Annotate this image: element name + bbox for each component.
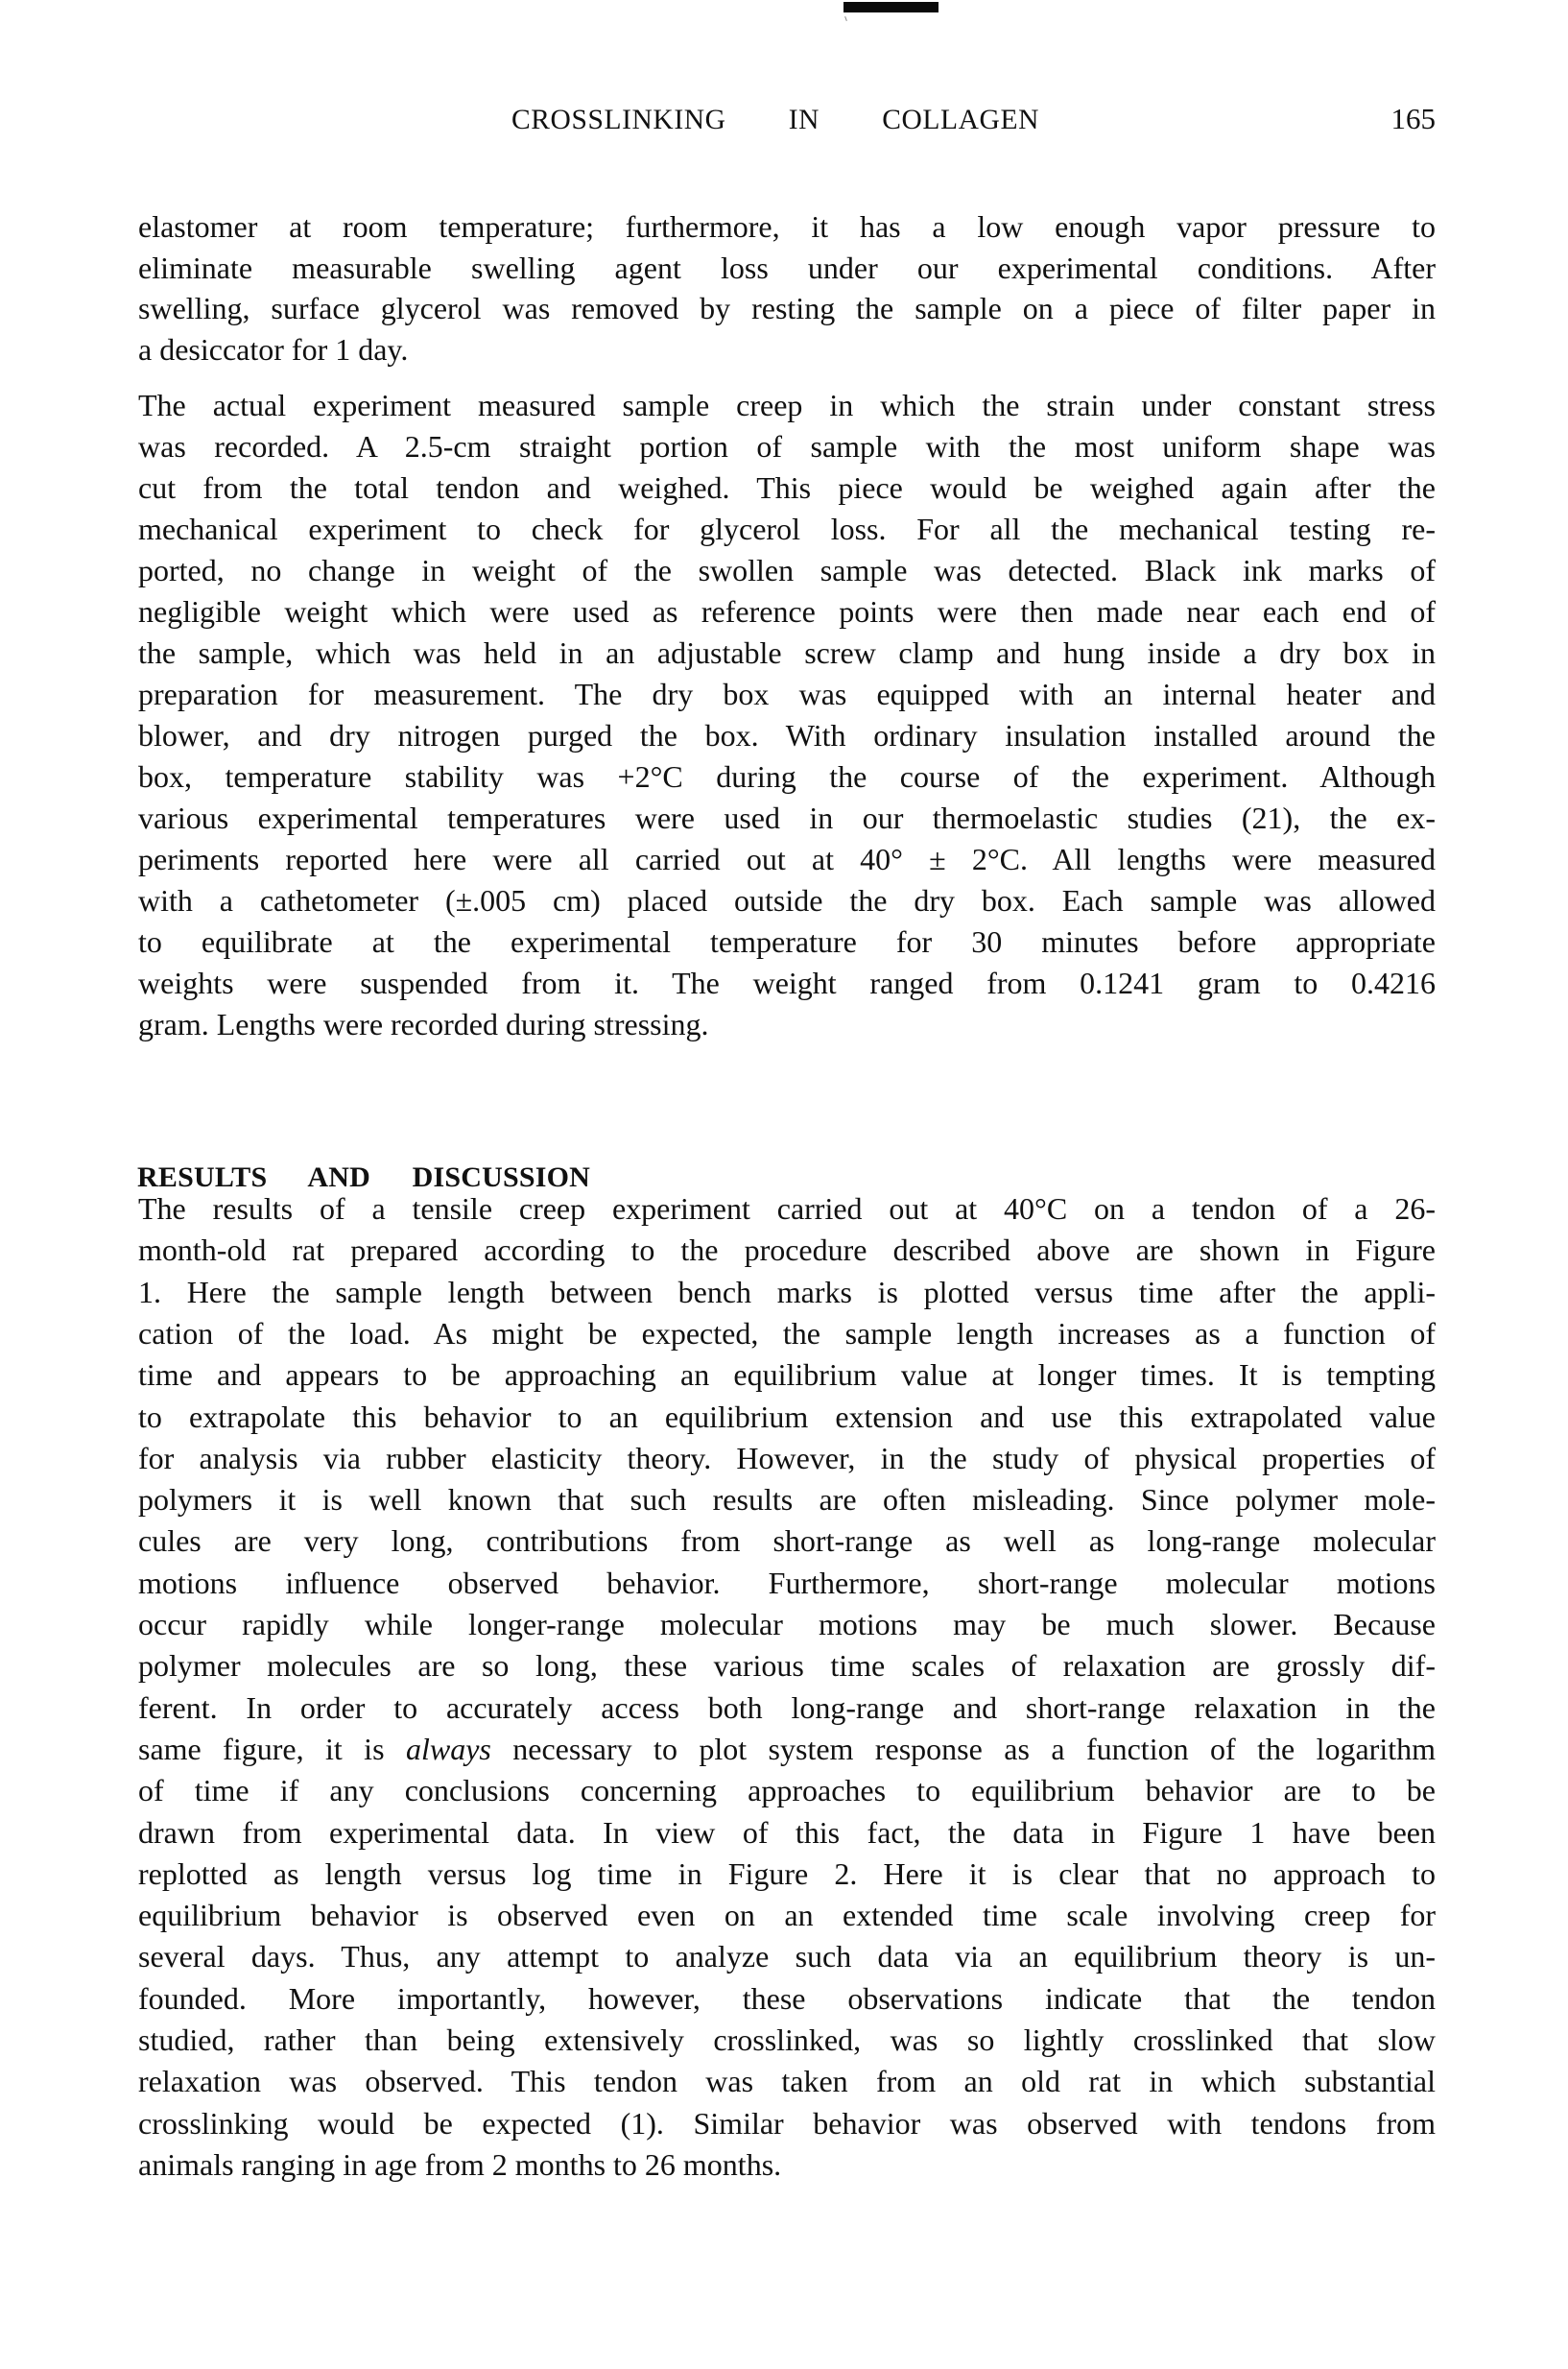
text-line: periments reported here were all carried out at 40° ± 2°C. All lengths were measured: [138, 842, 1436, 876]
text-line: month-old rat prepared according to the procedure described above are shown in Figure: [138, 1232, 1436, 1267]
text-line: occur rapidly while longer-range molecular motions may be much slower. Because: [138, 1607, 1436, 1641]
text-line: cut from the total tendon and weighed. This piece would be weighed again after the: [138, 470, 1436, 505]
page-number: 165: [1390, 102, 1436, 135]
scan-artifact-tick: [844, 16, 847, 21]
section-heading: RESULTS AND DISCUSSION: [137, 1161, 590, 1193]
text-line: motions influence observed behavior. Furthermore, short-range molecular motions: [138, 1566, 1436, 1600]
text-line: time and appears to be approaching an equilibrium value at longer times. It is tempting: [138, 1357, 1436, 1392]
text-line: to extrapolate this behavior to an equilibrium extension and use this extrapolated value: [138, 1400, 1436, 1434]
text-line: replotted as length versus log time in Figure 2. Here it is clear that no approach to: [138, 1856, 1436, 1891]
scan-artifact-bar: [843, 2, 938, 12]
text-line: [138, 1734, 1436, 1764]
text-line: polymers it is well known that such results are often misleading. Since polymer mole-: [138, 1482, 1436, 1517]
text-line: crosslinking would be expected (1). Similar behavior was observed with tendons from: [138, 2106, 1436, 2141]
text-line: swelling, surface glycerol was removed by resting the sample on a piece of filter paper in: [138, 291, 1436, 325]
text-line: to equilibrate at the experimental temperature for 30 minutes before appropriate: [138, 924, 1436, 959]
text-line: negligible weight which were used as reference points were then made near each end of: [138, 594, 1436, 629]
text-line: preparation for measurement. The dry box was equipped with an internal heater and: [138, 677, 1436, 711]
text-line: gram. Lengths were recorded during stressing.: [138, 1007, 709, 1041]
text-line: the sample, which was held in an adjustable screw clamp and hung inside a dry box in: [138, 635, 1436, 670]
text-line: elastomer at room temperature; furthermore, it has a low enough vapor pressure to: [138, 209, 1436, 244]
text-line: with a cathetometer (±.005 cm) placed outside the dry box. Each sample was allowed: [138, 883, 1436, 918]
text-line: ported, no change in weight of the swollen sample was detected. Black ink marks of: [138, 553, 1436, 587]
text-segment: same figure, it is: [138, 1732, 406, 1766]
text-line: various experimental temperatures were used in our thermoelastic studies (21), the ex-: [138, 801, 1436, 835]
text-segment: necessary to plot system response as a function of the logarithm: [490, 1732, 1437, 1766]
text-line: 1. Here the sample length between bench marks is plotted versus time after the appli-: [138, 1275, 1436, 1309]
text-line: of time if any conclusions concerning approaches to equilibrium behavior are to be: [138, 1773, 1436, 1807]
text-line: blower, and dry nitrogen purged the box. With ordinary insulation installed around the: [138, 718, 1436, 753]
text-line: The actual experiment measured sample creep in which the strain under constant stress: [138, 388, 1436, 422]
text-line: equilibrium behavior is observed even on an extended time scale involving creep for: [138, 1898, 1436, 1932]
text-line: ferent. In order to accurately access both long-range and short-range relaxation in the: [138, 1690, 1436, 1725]
text-line: for analysis via rubber elasticity theory. However, in the study of physical properties of: [138, 1441, 1436, 1475]
text-line: animals ranging in age from 2 months to 26 months.: [138, 2147, 782, 2182]
text-line: relaxation was observed. This tendon was taken from an old rat in which substantial: [138, 2064, 1436, 2098]
text-line: cules are very long, contributions from short-range as well as long-range molecular: [138, 1523, 1436, 1558]
text-line: cation of the load. As might be expected, the sample length increases as a function of: [138, 1316, 1436, 1351]
text-line: The results of a tensile creep experiment carried out at 40°C on a tendon of a 26-: [138, 1191, 1436, 1226]
text-line: several days. Thus, any attempt to analyze such data via an equilibrium theory is un-: [138, 1939, 1436, 1974]
text-line: eliminate measurable swelling agent loss under our experimental conditions. After: [138, 251, 1436, 285]
text-line: drawn from experimental data. In view of this fact, the data in Figure 1 have been: [138, 1815, 1436, 1850]
text-line: studied, rather than being extensively crosslinked, was so lightly crosslinked that slow: [138, 2022, 1436, 2057]
text-line: founded. More importantly, however, these observations indicate that the tendon: [138, 1981, 1436, 2016]
emphasis-text: always: [405, 1732, 491, 1766]
text-line: was recorded. A 2.5-cm straight portion of sample with the most uniform shape was: [138, 429, 1436, 464]
text-line: a desiccator for 1 day.: [138, 332, 409, 367]
text-line: mechanical experiment to check for glycerol loss. For all the mechanical testing re-: [138, 512, 1436, 546]
text-line: weights were suspended from it. The weight ranged from 0.1241 gram to 0.4216: [138, 966, 1436, 1000]
running-head: CROSSLINKING IN COLLAGEN: [511, 105, 1039, 135]
text-line: box, temperature stability was +2°C during the course of the experiment. Although: [138, 759, 1436, 794]
text-line: polymer molecules are so long, these various time scales of relaxation are grossly dif-: [138, 1648, 1436, 1683]
